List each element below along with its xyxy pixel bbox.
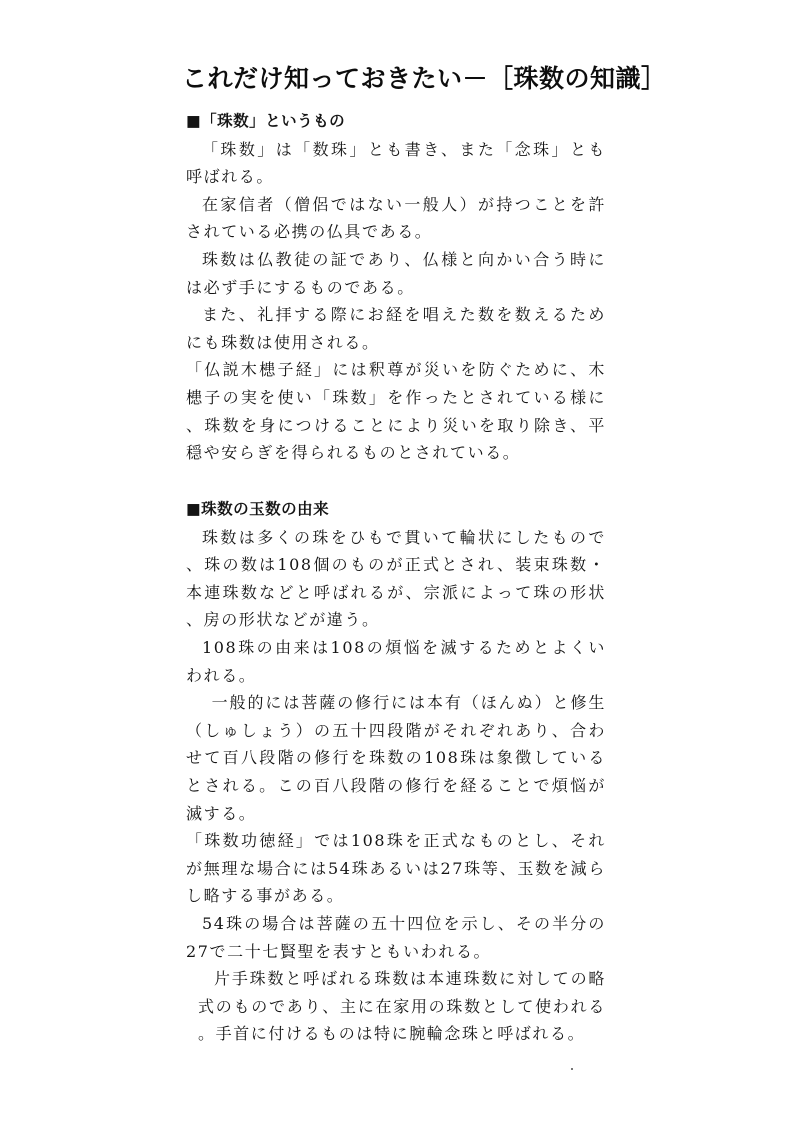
paragraph: 「珠数」は「数珠」とも書き、また「念珠」とも呼ばれる。 (186, 139, 606, 187)
scan-speck (571, 1068, 573, 1070)
section-juzu-overview (186, 108, 606, 467)
section-heading: ■「珠数」というもの (186, 112, 346, 130)
paragraph: 在家信者（僧侶ではない一般人）が持つことを許されている必携の仏具である。 (186, 194, 606, 242)
paragraph: 一般的には菩薩の修行には本有（ほんぬ）と修生（しゅしょう）の五十四段階がそれぞれあり、合わせて百八段階の修行を珠数の108珠は象徴しているとされる。この百八段階の修行を経ることで煩悩が滅する。 (186, 693, 606, 823)
paragraph: 「珠数功徳経」では108珠を正式なものとし、それが無理な場合には54珠あるいは27珠等、玉数を減らし略する事がある。 (186, 831, 606, 906)
paragraph: また、礼拝する際にお経を唱えた数を数えるためにも珠数は使用される。 (186, 305, 606, 352)
paragraph: 54珠の場合は菩薩の五十四位を示し、その半分の27で二十七賢聖を表すともいわれる。 (186, 913, 606, 961)
paragraph: 珠数は多くの珠をひもで貫いて輪状にしたもので、珠の数は108個のものが正式とされ、装束珠数・本連珠数などと呼ばれるが、宗派によって珠の形状、房の形状などが違う。 (186, 527, 606, 630)
page-title: これだけ知っておきたい－［珠数の知識］ (182, 64, 667, 93)
section-heading: ■珠数の玉数の由来 (186, 500, 330, 518)
section-bead-count-origin (186, 496, 606, 1048)
paragraph: 片手珠数と呼ばれる珠数は本連珠数に対しての略式のものであり、主に在家用の珠数として使われる。手首に付けるものは特に腕輪念珠と呼ばれる。 (198, 969, 606, 1044)
paragraph: 108珠の由来は108の煩悩を滅するためとよくいわれる。 (186, 637, 606, 685)
paragraph: 珠数は仏教徒の証であり、仏様と向かい合う時には必ず手にするものである。 (186, 249, 606, 297)
paragraph: 「仏説木槵子経」には釈尊が災いを防ぐために、木槵子の実を使い「珠数」を作ったとされている様に、珠数を身につけることにより災いを取り除き、平穏や安らぎを得られるものとされている。 (186, 360, 606, 463)
